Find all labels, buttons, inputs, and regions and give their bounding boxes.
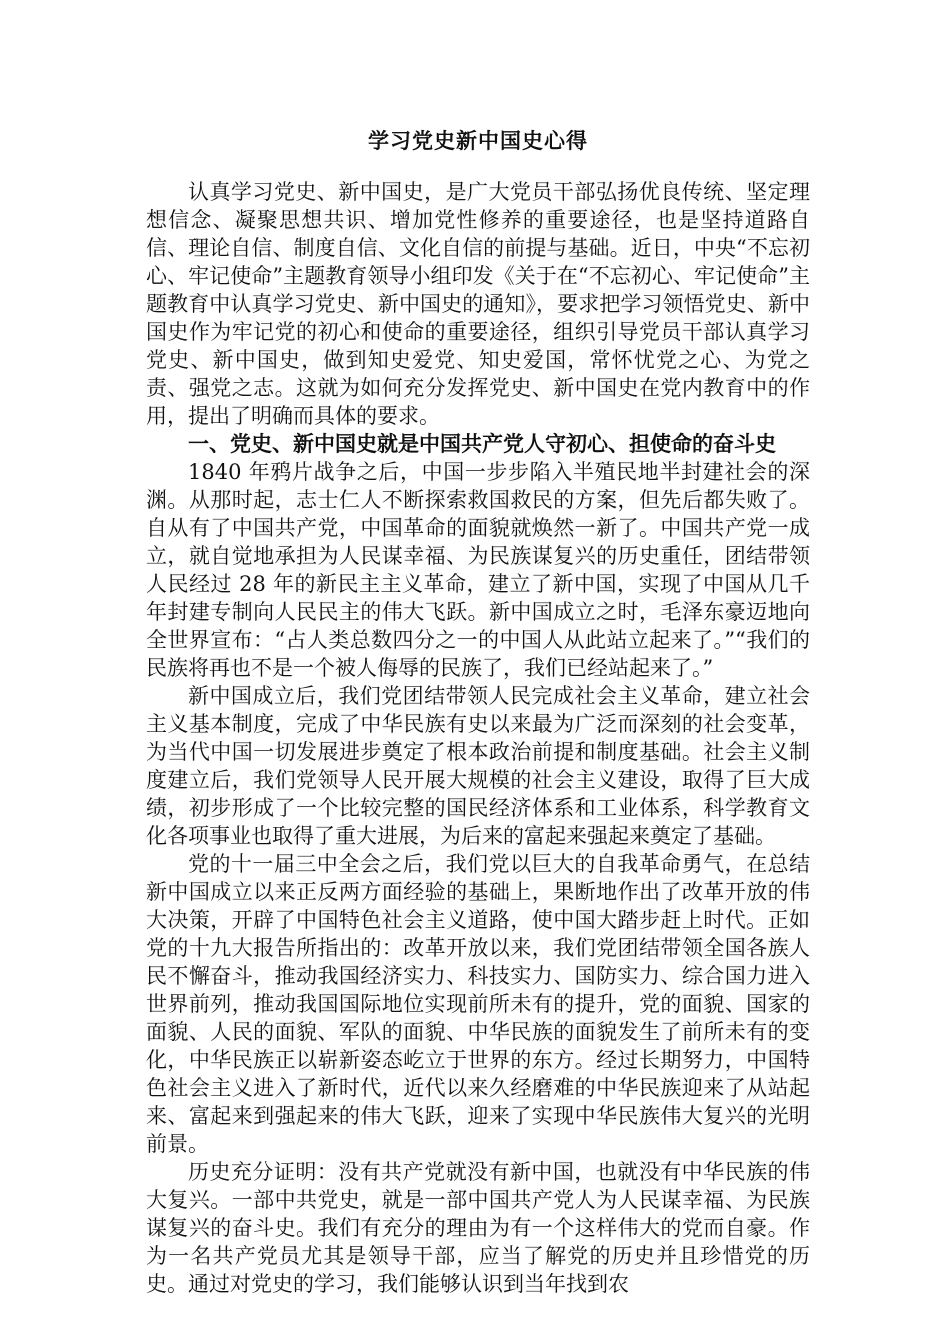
section-heading: 一、党史、新中国史就是中国共产党人守初心、担使命的奋斗史 (188, 432, 776, 456)
body-paragraph: 新中国成立后，我们党团结带领人民完成社会主义革命，建立社会主义基本制度，完成了中华民族有史以来最为广泛而深刻的社会变革，为当代中国一切发展进步奠定了根本政治前提和制度基础。社会主义制度建立后，我们党领导人民开展大规模的社会主义建设，取得了巨大成绩，初步形成了一个比较完整的国民经济体系和工业体系，科学教育文化各项事业也取得了重大进展，为后来的富起来强起来奠定了基础。 (146, 684, 810, 848)
body-paragraph: 1840 年鸦片战争之后，中国一步步陷入半殖民地半封建社会的深渊。从那时起，志士仁人不断探索救国救民的方案，但先后都失败了。自从有了中国共产党，中国革命的面貌就焕然一新了。中国共产党一成立，就自觉地承担为人民谋幸福、为民族谋复兴的历史重任，团结带领人民经过 28 年的新民主主义革命，建立了新中国，实现了中国从几千年封建专制向人民民主的伟大飞跃。新中国成立之时，毛泽东豪迈地向全世界宣布：“占人类总数四分之一的中国人从此站立起来了。”“我们的民族将再也不是一个被人侮辱的民族了，我们已经站起来了。” (146, 460, 810, 680)
body-paragraph: 党的十一届三中全会之后，我们党以巨大的自我革命勇气，在总结新中国成立以来正反两方面经验的基础上，果断地作出了改革开放的伟大决策，开辟了中国特色社会主义道路，使中国大踏步赶上时代。正如党的十九大报告所指出的：改革开放以来，我们党团结带领全国各族人民不懈奋斗，推动我国经济实力、科技实力、国防实力、综合国力进入世界前列，推动我国国际地位实现前所未有的提升，党的面貌、国家的面貌、人民的面貌、军队的面貌、中华民族的面貌发生了前所未有的变化，中华民族正以崭新姿态屹立于世界的东方。经过长期努力，中国特色社会主义进入了新时代，近代以来久经磨难的中华民族迎来了从站起来、富起来到强起来的伟大飞跃，迎来了实现中华民族伟大复兴的光明前景。 (146, 852, 810, 1156)
intro-paragraph: 认真学习党史、新中国史，是广大党员干部弘扬优良传统、坚定理想信念、凝聚思想共识、增加党性修养的重要途径，也是坚持道路自信、理论自信、制度自信、文化自信的前提与基础。近日，中央“不忘初心、牢记使命”主题教育领导小组印发《关于在“不忘初心、牢记使命”主题教育中认真学习党史、新中国史的通知》，要求把学习领悟党史、新中国史作为牢记党的初心和使命的重要途径，组织引导党员干部认真学习党史、新中国史，做到知史爱党、知史爱国，常怀忧党之心、为党之责、强党之志。这就为如何充分发挥党史、新中国史在党内教育中的作用，提出了明确而具体的要求。 (146, 180, 810, 428)
document-body (146, 118, 810, 1298)
body-paragraph: 历史充分证明：没有共产党就没有新中国，也就没有中华民族的伟大复兴。一部中共党史，就是一部中国共产党人为人民谋幸福、为民族谋复兴的奋斗史。我们有充分的理由为有一个这样伟大的党而自豪。作为一名共产党员尤其是领导干部，应当了解党的历史并且珍惜党的历史。通过对党史的学习，我们能够认识到当年找到农 (146, 1160, 810, 1296)
document-title: 学习党史新中国史心得 (368, 129, 588, 153)
